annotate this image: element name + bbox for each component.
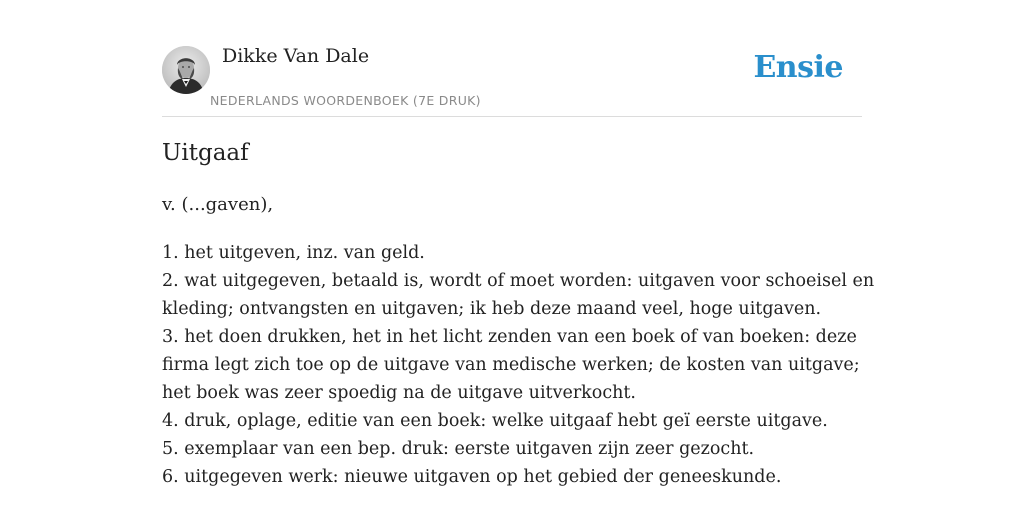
author-name[interactable]: Dikke Van Dale	[222, 45, 370, 67]
header	[162, 44, 862, 117]
entry-grammar: v. (...gaven),	[162, 194, 274, 215]
definition-line: 4. druk, oplage, editie van een boek: welke uitgaaf hebt geï eerste uitgave.	[162, 411, 828, 431]
definition-line: 2. wat uitgegeven, betaald is, wordt of moet worden: uitgaven voor schoeisel en	[162, 271, 875, 291]
ensie-logo-link[interactable]: Ensie	[753, 50, 843, 85]
entry-title: Uitgaaf	[162, 140, 249, 166]
author-portrait-image	[162, 46, 210, 94]
definition-line: 6. uitgegeven werk: nieuwe uitgaven op het gebied der geneeskunde.	[162, 467, 782, 487]
entry-definitions	[162, 239, 875, 491]
dictionary-source[interactable]: NEDERLANDS WOORDENBOEK (7E DRUK)	[210, 93, 481, 108]
definition-line: kleding; ontvangsten en uitgaven; ik heb deze maand veel, hoge uitgaven.	[162, 299, 822, 319]
definition-line: firma legt zich toe op de uitgave van medische werken; de kosten van uitgave;	[162, 355, 860, 375]
definition-line: 1. het uitgeven, inz. van geld.	[162, 243, 425, 263]
definition-line: het boek was zeer spoedig na de uitgave uitverkocht.	[162, 383, 636, 403]
definition-line: 3. het doen drukken, het in het licht zenden van een boek of van boeken: deze	[162, 327, 857, 347]
definition-line: 5. exemplaar van een bep. druk: eerste uitgaven zijn zeer gezocht.	[162, 439, 755, 459]
author-avatar[interactable]	[162, 46, 210, 94]
